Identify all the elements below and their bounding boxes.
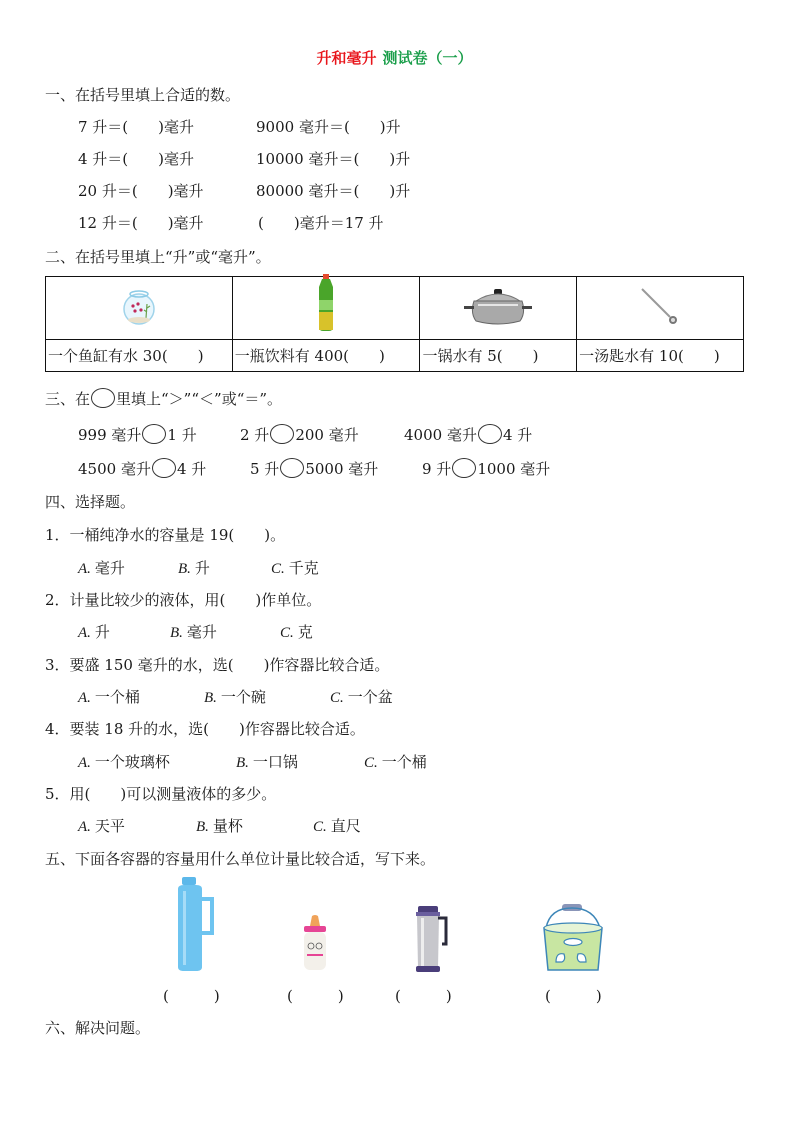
answer-blank-thermos[interactable]: ( ) [163,987,220,1005]
page-title [0,47,789,68]
thermos-icon [174,877,218,973]
q3-option-b: B. 一个碗 [204,688,266,706]
bucket-icon [540,902,606,974]
compare-item: 4000 毫升 4 升 [404,426,533,444]
s1-left-3: 12 升＝( )毫升 [78,214,204,232]
fishbowl-icon [122,286,156,326]
q5-option-a: A. 天平 [78,817,125,835]
section4-heading: 四、选择题。 [45,493,136,511]
s1-left-1: 4 升＝( )毫升 [78,150,195,168]
q4-option-c: C. 一个桶 [364,753,427,771]
question-1: 1．一桶纯净水的容量是 19( )。 [45,526,286,544]
q1-option-a: A. 毫升 [78,559,125,577]
q5-option-b: B. 量杯 [196,817,243,835]
q4-option-b: B. 一口锅 [236,753,298,771]
compare-circle[interactable] [280,458,304,478]
answer-blank-jug[interactable]: ( ) [395,987,452,1005]
circle-blank-icon [91,388,115,408]
compare-item: 2 升 200 毫升 [240,426,359,444]
cell-drink [232,277,420,340]
cell-pot [420,277,577,340]
q1-option-b: B. 升 [178,559,210,577]
q1-option-c: C. 千克 [271,559,319,577]
cell-spoon [577,277,744,340]
section6-heading: 六、解决问题。 [45,1019,151,1037]
q2-option-c: C. 克 [280,623,313,641]
q4-option-a: A. 一个玻璃杯 [78,753,170,771]
answer-blank-baby-bottle[interactable]: ( ) [287,987,344,1005]
q3-option-a: A. 一个桶 [78,688,140,706]
section3-heading: 三、在 里填上“＞”“＜”或“＝”。 [45,390,283,408]
units-table [45,276,744,372]
s1-right-1: 10000 毫升＝( )升 [256,150,411,168]
s1-right-3: ( )毫升＝17 升 [258,214,384,232]
q2-option-b: B. 毫升 [170,623,217,641]
q5-option-c: C. 直尺 [313,817,361,835]
compare-item: 5 升 5000 毫升 [250,460,379,478]
compare-item: 4500 毫升 4 升 [78,460,207,478]
question-3: 3．要盛 150 毫升的水，选( )作容器比较合适。 [45,656,390,674]
spoon-icon [638,285,682,327]
cell-fishbowl [46,277,233,340]
item-fishbowl-text: 一个鱼缸有水 30( ) [46,340,233,372]
compare-circle[interactable] [452,458,476,478]
s1-right-2: 80000 毫升＝( )升 [256,182,411,200]
compare-circle[interactable] [142,424,166,444]
compare-circle[interactable] [478,424,502,444]
title-sub: 测试卷（一） [382,49,473,67]
item-drink-text: 一瓶饮料有 400( ) [232,340,420,372]
q3-option-c: C. 一个盆 [330,688,393,706]
s1-right-0: 9000 毫升＝( )升 [256,118,401,136]
drink-bottle-icon [315,274,337,332]
answer-blank-bucket[interactable]: ( ) [545,987,602,1005]
item-pot-text: 一锅水有 5( ) [420,340,577,372]
section2-heading: 二、在括号里填上“升”或“毫升”。 [45,248,271,266]
q2-option-a: A. 升 [78,623,110,641]
section5-heading: 五、下面各容器的容量用什么单位计量比较合适，写下来。 [45,850,436,868]
compare-circle[interactable] [270,424,294,444]
s1-left-0: 7 升＝( )毫升 [78,118,195,136]
compare-circle[interactable] [152,458,176,478]
compare-item: 9 升 1000 毫升 [422,460,551,478]
section1-heading: 一、在括号里填上合适的数。 [45,86,241,104]
item-spoon-text: 一汤匙水有 10( ) [577,340,744,372]
question-2: 2．计量比较少的液体，用( )作单位。 [45,591,322,609]
baby-bottle-icon [300,914,330,972]
s1-left-2: 20 升＝( )毫升 [78,182,204,200]
vacuum-jug-icon [412,906,450,974]
compare-item: 999 毫升 1 升 [78,426,197,444]
question-4: 4．要装 18 升的水，选( )作容器比较合适。 [45,720,365,738]
question-5: 5．用( )可以测量液体的多少。 [45,785,277,803]
pot-icon [462,285,534,327]
title-main: 升和毫升 [316,49,377,67]
